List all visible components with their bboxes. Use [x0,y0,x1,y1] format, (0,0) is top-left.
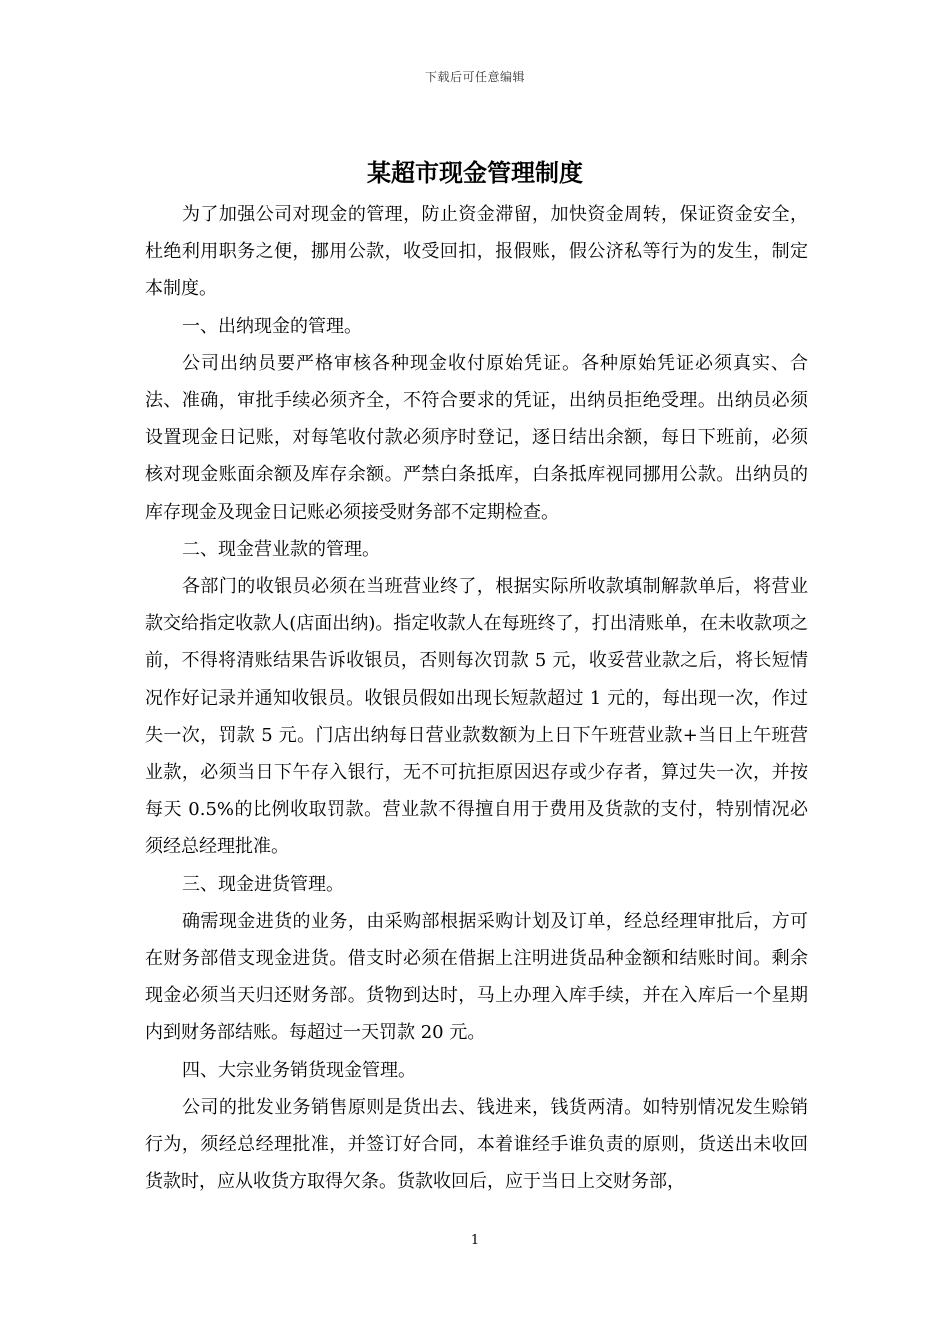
section-heading-4: 四、大宗业务销货现金管理。 [182,1059,416,1081]
section-heading-3: 三、现金进货管理。 [182,873,344,895]
document-title: 某超市现金管理制度 [367,159,583,187]
page-header: 下载后可任意编辑 [424,70,525,84]
document-body [145,196,808,1200]
section-heading-2: 二、现金营业款的管理。 [182,538,380,560]
section-paragraph-2: 各部门的收银员必须在当班营业终了，根据实际所收款填制解款单后，将营业款交给指定收款人(店面出纳)。指定收款人在每班终了，打出清账单，在未收款项之前，不得将清账结果告诉收银员，否则每次罚款 5 元，收妥营业款之后，将长短情况作好记录并通知收银员。收银员假如出现长短款超过 1 元的，每出现一次，作过失一次，罚款 5 元。门店出纳每日营业款数额为上日下午班营业款+当日上午班营业款，必须当日下午存入银行，无不可抗拒原因迟存或少存者，算过失一次，并按每天 0.5%的比例收取罚款。营业款不得擅自用于费用及货款的支付，特别情况必须经总经理批准。 [145,576,808,858]
section-paragraph-1: 公司出纳员要严格审核各种现金收付原始凭证。各种原始凭证必须真实、合法、准确，审批手续必须齐全，不符合要求的凭证，出纳员拒绝受理。出纳员必须设置现金日记账，对每笔收付款必须序时登记，逐日结出余额，每日下班前，必须核对现金账面余额及库存余额。严禁白条抵库，白条抵库视同挪用公款。出纳员的库存现金及现金日记账必须接受财务部不定期检查。 [145,352,808,523]
section-paragraph-3: 确需现金进货的业务，由采购部根据采购计划及订单，经总经理审批后，方可在财务部借支现金进货。借支时必须在借据上注明进货品种金额和结账时间。剩余现金必须当天归还财务部。货物到达时，马上办理入库手续，并在入库后一个星期内到财务部结账。每超过一天罚款 20 元。 [145,910,808,1044]
section-heading-1: 一、出纳现金的管理。 [182,315,362,337]
section-paragraph-4: 公司的批发业务销售原则是货出去、钱进来，钱货两清。如特别情况发生赊销行为，须经总经理批准，并签订好合同，本着谁经手谁负责的原则，货送出未收回货款时，应从收货方取得欠条。货款收回后，应于当日上交财务部， [145,1096,808,1193]
intro-paragraph: 为了加强公司对现金的管理，防止资金滞留，加快资金周转，保证资金安全，杜绝利用职务之便，挪用公款，收受回扣，报假账，假公济私等行为的发生，制定本制度。 [145,204,808,300]
page-number: 1 [470,1233,480,1248]
